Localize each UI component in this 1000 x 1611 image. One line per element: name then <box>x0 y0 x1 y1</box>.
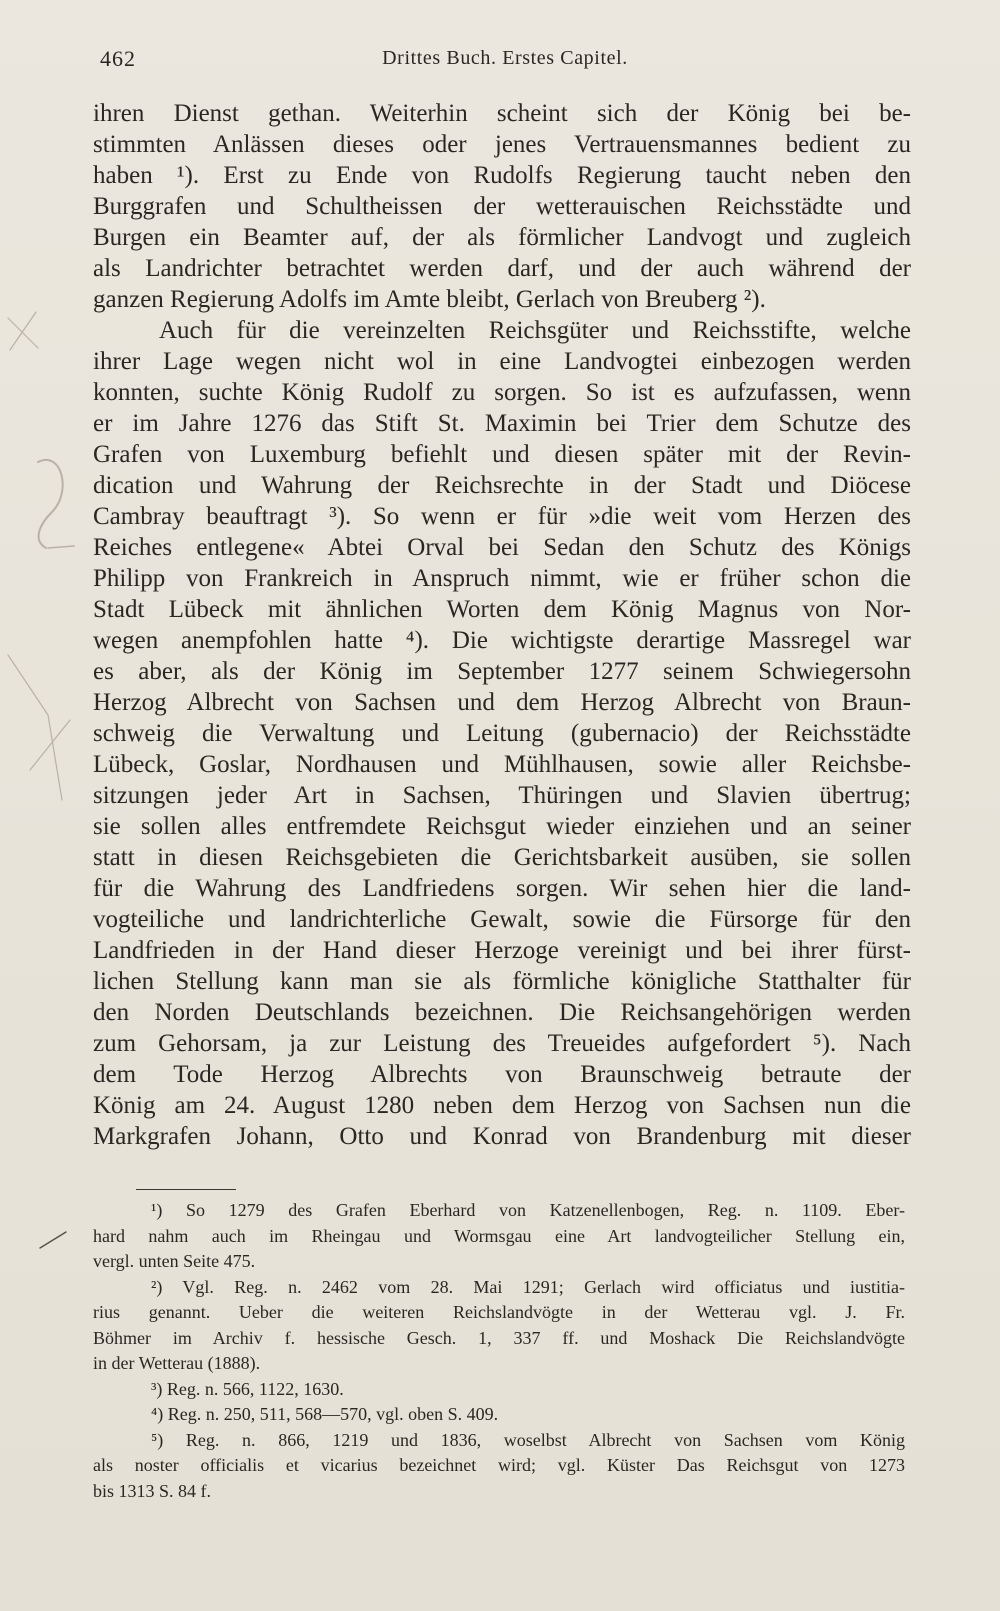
body-line: schweig die Verwaltung und Leitung (gubernacio) der Reichsstädte <box>93 720 911 747</box>
body-line: König am 24. August 1280 neben dem Herzog von Sachsen nun die <box>93 1092 911 1119</box>
footnote-line: ⁴) Reg. n. 250, 511, 568—570, vgl. oben S. 409. <box>151 1404 499 1424</box>
body-line: haben ¹). Erst zu Ende von Rudolfs Regierung taucht neben den <box>93 162 911 189</box>
footnote-line: ¹) So 1279 des Grafen Eberhard von Katzenellenbogen, Reg. n. 1109. Eber- <box>151 1200 905 1220</box>
body-line: Reiches entlegene« Abtei Orval bei Sedan den Schutz des Königs <box>93 534 911 561</box>
body-line: Auch für die vereinzelten Reichsgüter und Reichsstifte, welche <box>159 317 911 344</box>
body-line: sie sollen alles entfremdete Reichsgut wieder einziehen und an seiner <box>93 813 911 840</box>
footnote-line: Böhmer im Archiv f. hessische Gesch. 1, 337 ff. und Moshack Die Reichslandvögte <box>93 1327 905 1348</box>
body-line: ganzen Regierung Adolfs im Amte bleibt, Gerlach von Breuberg ²). <box>93 286 766 313</box>
body-line: stimmten Anlässen dieses oder jenes Vertrauensmannes bedient zu <box>93 131 911 158</box>
pencil-stroke <box>38 460 63 548</box>
body-line: für die Wahrung des Landfriedens sorgen. Wir sehen hier die land- <box>93 875 911 902</box>
footnote-line: bis 1313 S. 84 f. <box>93 1480 212 1501</box>
body-line: Cambray beauftragt ³). So wenn er für »die weit vom Herzen des <box>93 503 911 530</box>
running-head <box>100 46 910 76</box>
body-line: als Landrichter betrachtet werden darf, und der auch während der <box>93 255 911 282</box>
footnote-line: rius genannt. Ueber die weiteren Reichslandvögte in der Wetterau vgl. J. Fr. <box>93 1302 905 1322</box>
body-text <box>93 98 911 1152</box>
body-line: Landfrieden in der Hand dieser Herzoge vereinigt und bei ihrer fürst- <box>93 937 911 964</box>
footnote-line: ⁵) Reg. n. 866, 1219 und 1836, woselbst Albrecht von Sachsen vom König <box>151 1429 905 1450</box>
footnote-line: ³) Reg. n. 566, 1122, 1630. <box>151 1378 344 1399</box>
footnote-line: in der Wetterau (1888). <box>93 1353 261 1373</box>
pencil-stroke <box>8 655 62 800</box>
body-line: lichen Stellung kann man sie als förmliche königliche Statthalter für <box>93 968 911 995</box>
body-line: dem Tode Herzog Albrechts von Braunschweig betraute der <box>93 1061 911 1088</box>
body-line: statt in diesen Reichsgebieten die Gerichtsbarkeit ausüben, sie sollen <box>93 844 911 871</box>
body-line: sitzungen jeder Art in Sachsen, Thüringen und Slavien übertrug; <box>93 782 911 809</box>
body-line: Herzog Albrecht von Sachsen und dem Herzog Albrecht von Braun- <box>93 689 911 716</box>
body-line: Grafen von Luxemburg befiehlt und diesen später mit der Revin- <box>93 441 911 468</box>
body-line: Stadt Lübeck mit ähnlichen Worten dem König Magnus von Nor- <box>93 596 911 623</box>
pencil-stroke <box>48 546 74 548</box>
body-line: Lübeck, Goslar, Nordhausen und Mühlhausen, sowie aller Reichsbe- <box>93 751 911 778</box>
body-line: wegen anempfohlen hatte ⁴). Die wichtigste derartige Massregel war <box>93 627 911 654</box>
body-line: dication und Wahrung der Reichsrechte in der Stadt und Diöcese <box>93 472 911 499</box>
body-line: Philipp von Frankreich in Anspruch nimmt, wie er früher schon die <box>93 565 911 592</box>
body-line: konnten, suchte König Rudolf zu sorgen. So ist es aufzufassen, wenn <box>93 379 911 406</box>
footnote-line: als noster officialis et vicarius bezeichnet wird; vgl. Küster Das Reichsgut von 1273 <box>93 1455 905 1475</box>
pencil-stroke <box>30 720 70 770</box>
body-line: vogteiliche und landrichterliche Gewalt, sowie die Fürsorge für den <box>93 906 911 933</box>
footnote-line: vergl. unten Seite 475. <box>93 1251 256 1271</box>
footnote-rule <box>136 1189 236 1190</box>
body-line: ihren Dienst gethan. Weiterhin scheint sich der König bei be- <box>93 100 911 127</box>
body-line: zum Gehorsam, ja zur Leistung des Treueides aufgefordert ⁵). Nach <box>93 1030 911 1057</box>
body-line: Markgrafen Johann, Otto und Konrad von Brandenburg mit dieser <box>93 1123 911 1150</box>
body-line: Burggrafen und Schultheissen der wetterauischen Reichsstädte und <box>93 193 911 220</box>
body-line: ihrer Lage wegen nicht wol in eine Landvogtei einbezogen werden <box>93 348 911 375</box>
footnote-line: ²) Vgl. Reg. n. 2462 vom 28. Mai 1291; Gerlach wird officiatus und iustitia- <box>151 1276 905 1297</box>
body-line: es aber, als der König im September 1277 seinem Schwiegersohn <box>93 658 911 685</box>
pencil-stroke <box>10 312 36 350</box>
body-line: er im Jahre 1276 das Stift St. Maximin bei Trier dem Schutze des <box>93 410 911 437</box>
body-line: den Norden Deutschlands bezeichnen. Die Reichsangehörigen werden <box>93 999 911 1026</box>
page-number: 462 <box>100 46 136 71</box>
footnote-line: hard nahm auch im Rheingau und Wormsgau eine Art landvogteilicher Stellung ein, <box>93 1225 905 1246</box>
footnotes <box>93 1198 905 1504</box>
pencil-stroke <box>40 1232 66 1248</box>
pencil-stroke <box>8 318 38 348</box>
body-line: Burgen ein Beamter auf, der als förmlicher Landvogt und zugleich <box>93 224 911 251</box>
running-title: Drittes Buch. Erstes Capitel. <box>382 47 628 69</box>
